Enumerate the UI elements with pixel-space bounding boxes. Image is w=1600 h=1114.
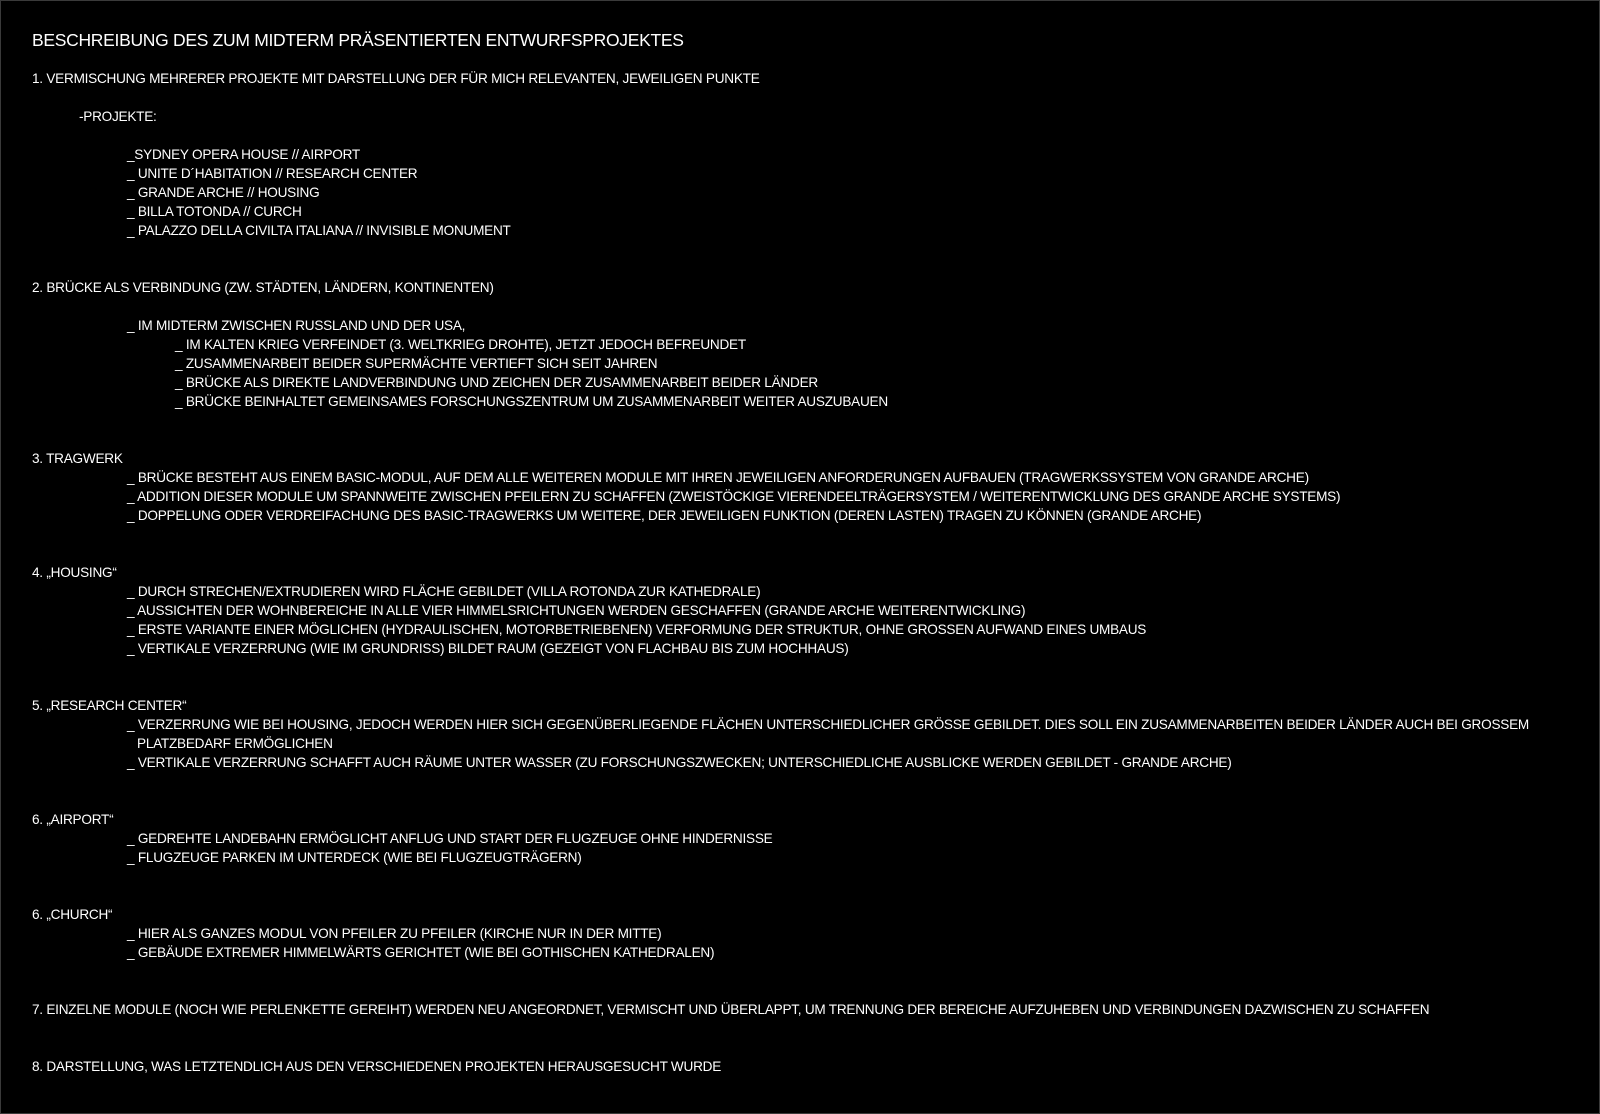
- airport-item: _ GEDREHTE LANDEBAHN ERMÖGLICHT ANFLUG UND START DER FLUGZEUGE OHNE HINDERNISSE: [127, 831, 773, 846]
- section-4-heading: 4. „HOUSING“: [32, 565, 117, 580]
- project-item: _SYDNEY OPERA HOUSE // AIRPORT: [127, 147, 360, 162]
- research-item-continuation: PLATZBEDARF ERMÖGLICHEN: [137, 736, 333, 751]
- project-item: _ PALAZZO DELLA CIVILTA ITALIANA // INVISIBLE MONUMENT: [127, 223, 511, 238]
- projects-label: -PROJEKTE:: [79, 109, 157, 124]
- research-item: _ VERZERRUNG WIE BEI HOUSING, JEDOCH WERDEN HIER SICH GEGENÜBERLIEGENDE FLÄCHEN UNTERSCHIEDLICHER GRÖSSE GEBILDET. DIES SOLL EIN ZUSAMMENARBEITEN BEIDER LÄNDER AUCH BEI GROSSEM: [127, 717, 1529, 732]
- research-item: _ VERTIKALE VERZERRUNG SCHAFFT AUCH RÄUME UNTER WASSER (ZU FORSCHUNGSZWECKEN; UNTERSCHIEDLICHE AUSBLICKE WERDEN GEBILDET - GRANDE ARCHE): [127, 755, 1232, 770]
- church-item: _ GEBÄUDE EXTREMER HIMMELWÄRTS GERICHTET (WIE BEI GOTHISCHEN KATHEDRALEN): [127, 945, 715, 960]
- project-item: _ GRANDE ARCHE // HOUSING: [127, 185, 320, 200]
- structure-item: _ DOPPELUNG ODER VERDREIFACHUNG DES BASIC-TRAGWERKS UM WEITERE, DER JEWEILIGEN FUNKTION (DEREN LASTEN) TRAGEN ZU KÖNNEN (GRANDE ARCHE): [127, 508, 1202, 523]
- structure-item: _ BRÜCKE BESTEHT AUS EINEM BASIC-MODUL, AUF DEM ALLE WEITEREN MODULE MIT IHREN JEWEILIGEN ANFORDERUNGEN AUFBAUEN (TRAGWERKSSYSTEM VON GRANDE ARCHE): [127, 470, 1309, 485]
- bridge-item: _ IM MIDTERM ZWISCHEN RUSSLAND UND DER USA,: [127, 318, 466, 333]
- housing-item: _ VERTIKALE VERZERRUNG (WIE IM GRUNDRISS) BILDET RAUM (GEZEIGT VON FLACHBAU BIS ZUM HOCHHAUS): [127, 641, 849, 656]
- section-5-heading: 5. „RESEARCH CENTER“: [32, 698, 187, 713]
- section-6-church-heading: 6. „CHURCH“: [32, 907, 113, 922]
- page-title: BESCHREIBUNG DES ZUM MIDTERM PRÄSENTIERTEN ENTWURFSPROJEKTES: [32, 30, 684, 50]
- church-item: _ HIER ALS GANZES MODUL VON PFEILER ZU PFEILER (KIRCHE NUR IN DER MITTE): [127, 926, 662, 941]
- section-2-heading: 2. BRÜCKE ALS VERBINDUNG (ZW. STÄDTEN, LÄNDERN, KONTINENTEN): [32, 280, 494, 295]
- section-3-heading: 3. TRAGWERK: [32, 451, 123, 466]
- bridge-subitem: _ ZUSAMMENARBEIT BEIDER SUPERMÄCHTE VERTIEFT SICH SEIT JAHREN: [175, 356, 658, 371]
- project-item: _ UNITE D´HABITATION // RESEARCH CENTER: [127, 166, 418, 181]
- housing-item: _ ERSTE VARIANTE EINER MÖGLICHEN (HYDRAULISCHEN, MOTORBETRIEBENEN) VERFORMUNG DER STRUKTUR, OHNE GROSSEN AUFWAND EINES UMBAUS: [127, 622, 1147, 637]
- bridge-subitem: _ IM KALTEN KRIEG VERFEINDET (3. WELTKRIEG DROHTE), JETZT JEDOCH BEFREUNDET: [175, 337, 746, 352]
- housing-item: _ AUSSICHTEN DER WOHNBEREICHE IN ALLE VIER HIMMELSRICHTUNGEN WERDEN GESCHAFFEN (GRANDE ARCHE WEITERENTWICKLING): [127, 603, 1026, 618]
- housing-item: _ DURCH STRECHEN/EXTRUDIEREN WIRD FLÄCHE GEBILDET (VILLA ROTONDA ZUR KATHEDRALE): [127, 584, 761, 599]
- bridge-subitem: _ BRÜCKE BEINHALTET GEMEINSAMES FORSCHUNGSZENTRUM UM ZUSAMMENARBEIT WEITER AUSZUBAUEN: [175, 394, 888, 409]
- section-6-airport-heading: 6. „AIRPORT“: [32, 812, 114, 827]
- structure-item: _ ADDITION DIESER MODULE UM SPANNWEITE ZWISCHEN PFEILERN ZU SCHAFFEN (ZWEISTÖCKIGE VIERENDEELTRÄGERSYSTEM / WEITERENTWICKLUNG DES GRANDE ARCHE SYSTEMS): [127, 489, 1341, 504]
- bridge-subitem: _ BRÜCKE ALS DIREKTE LANDVERBINDUNG UND ZEICHEN DER ZUSAMMENARBEIT BEIDER LÄNDER: [175, 375, 818, 390]
- section-7-heading: 7. EINZELNE MODULE (NOCH WIE PERLENKETTE GEREIHT) WERDEN NEU ANGEORDNET, VERMISCHT UND ÜBERLAPPT, UM TRENNUNG DER BEREICHE AUFZUHEBEN UND VERBINDUNGEN DAZWISCHEN ZU SCHAFFEN: [32, 1002, 1430, 1017]
- section-8-heading: 8. DARSTELLUNG, WAS LETZTENDLICH AUS DEN VERSCHIEDENEN PROJEKTEN HERAUSGESUCHT WURDE: [32, 1059, 722, 1074]
- project-item: _ BILLA TOTONDA // CURCH: [127, 204, 302, 219]
- airport-item: _ FLUGZEUGE PARKEN IM UNTERDECK (WIE BEI FLUGZEUGTRÄGERN): [127, 850, 582, 865]
- section-1-heading: 1. VERMISCHUNG MEHRERER PROJEKTE MIT DARSTELLUNG DER FÜR MICH RELEVANTEN, JEWEILIGEN PUNKTE: [32, 71, 760, 86]
